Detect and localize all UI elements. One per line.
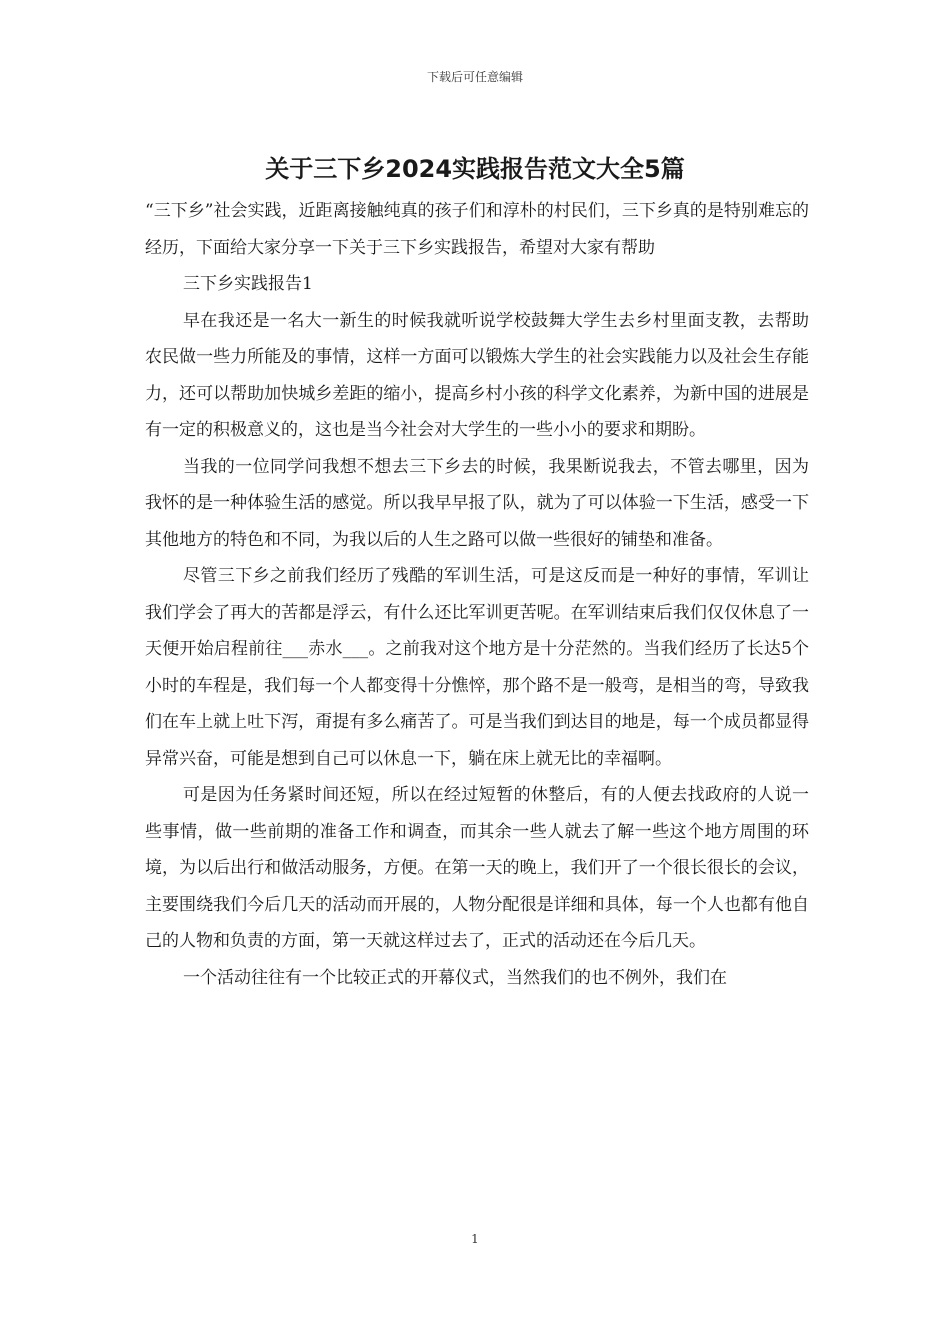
document-body	[145, 193, 809, 996]
document-title: 关于三下乡2024实践报告范文大全5篇	[265, 155, 685, 183]
header-note: 下载后可任意编辑	[426, 70, 523, 84]
page-number: 1	[471, 1232, 479, 1246]
section-heading: 三下乡实践报告1	[183, 274, 313, 294]
body-paragraph: 当我的一位同学问我想不想去三下乡去的时候，我果断说我去，不管去哪里，因为我怀的是一种体验生活的感觉。所以我早早报了队，就为了可以体验一下生活，感受一下其他地方的特色和不同，为我以后的人生之路可以做一些很好的铺垫和准备。	[145, 456, 809, 550]
body-paragraph: 可是因为任务紧时间还短，所以在经过短暂的休整后，有的人便去找政府的人说一些事情，做一些前期的准备工作和调查，而其余一些人就去了解一些这个地方周围的环境，为以后出行和做活动服务，方便。在第一天的晚上，我们开了一个很长很长的会议，主要围绕我们今后几天的活动而开展的，人物分配很是详细和具体，每一个人也都有他自己的人物和负责的方面，第一天就这样过去了，正式的活动还在今后几天。	[145, 785, 809, 951]
body-paragraph: 一个活动往往有一个比较正式的开幕仪式，当然我们的也不例外，我们在	[183, 967, 727, 988]
body-paragraph: 早在我还是一名大一新生的时候我就听说学校鼓舞大学生去乡村里面支教，去帮助农民做一些力所能及的事情，这样一方面可以锻炼大学生的社会实践能力以及社会生存能力，还可以帮助加快城乡差距的缩小，提高乡村小孩的科学文化素养，为新中国的进展是有一定的积极意义的，这也是当今社会对大学生的一些小小的要求和期盼。	[145, 310, 809, 440]
body-paragraph: 尽管三下乡之前我们经历了残酷的军训生活，可是这反而是一种好的事情，军训让我们学会了再大的苦都是浮云，有什么还比军训更苦呢。在军训结束后我们仅仅休息了一天便开始启程前往___赤水___。之前我对这个地方是十分茫然的。当我们经历了长达5个小时的车程是，我们每一个人都变得十分憔悴，那个路不是一般弯，是相当的弯，导致我们在车上就上吐下泻，甭提有多么痛苦了。可是当我们到达目的地是，每一个成员都显得异常兴奋，可能是想到自己可以休息一下，躺在床上就无比的幸福啊。	[145, 566, 809, 769]
intro-paragraph: “三下乡”社会实践，近距离接触纯真的孩子们和淳朴的村民们，三下乡真的是特别难忘的经历，下面给大家分享一下关于三下乡实践报告，希望对大家有帮助	[145, 201, 809, 258]
